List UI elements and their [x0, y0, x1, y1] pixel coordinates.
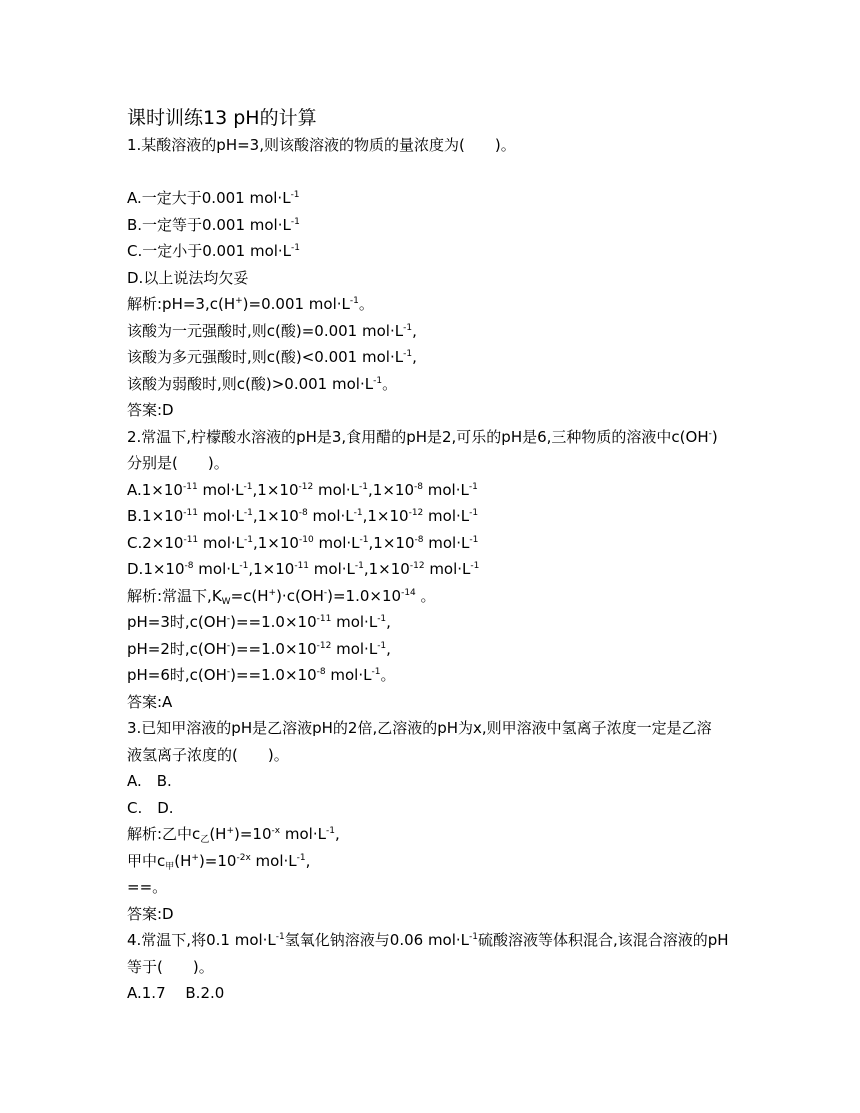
q2-option-a: $A.1\times 10^{-11}$ $mol\cdot L^{-1},1\times 10^{-12}$ $mol\cdot L^{-1},1\times 10^{-8}$ $mol\cdot L^{-1}$: [127, 480, 478, 499]
q3-options-ab: A. B.: [127, 772, 172, 790]
q3-explanation-3: ==。: [127, 878, 168, 896]
q2-answer: 答案:A: [127, 692, 173, 711]
q1-explanation-1: 解析:pH=3,c(H+)=0.001 $mol\cdot L^{-1}$。: [127, 295, 374, 313]
q1-option-a: A.一定大于0.001 $mol\cdot L^{-1}$: [127, 189, 300, 207]
q3-explanation-1: 解析:乙中$c_乙(H^+)=10^{-x}$ $mol\cdot L^{-1}$,: [127, 825, 340, 845]
q2-explanation-3: pH=2时$,c(OH^-)==1.0\times 10^{-12}$ $mol\cdot L^{-1}$,: [127, 639, 391, 658]
q3-answer: 答案:D: [127, 904, 174, 923]
q4-options-ab: A.1.7 B.2.0: [127, 984, 225, 1002]
q4-stem-1: 4.常温下,将0.1 $mol\cdot L^{-1}$氢氧化钠溶液与0.06 $mol\cdot L^{-1}$硫酸溶液等体积混合,该混合溶液的pH: [127, 931, 729, 949]
q3-stem-2: 液氢离子浓度的( )。: [127, 745, 289, 764]
q2-option-c: $C.2\times 10^{-11}$ $mol\cdot L^{-1},1\times 10^{-10}$ $mol\cdot L^{-1},1\times 10^{-8}$ $mol\cdot L^{-1}$: [127, 533, 479, 552]
q1-explanation-4: 该酸为弱酸时,则c(酸)>0.001 $mol\cdot L^{-1}$。: [127, 374, 398, 393]
document-page: [127, 104, 737, 1007]
q1-explanation-3: 该酸为多元强酸时,则c(酸)<0.001 $mol\cdot L^{-1}$,: [127, 348, 417, 366]
q2-option-d: $D.1\times 10^{-8}$ $mol\cdot L^{-1},1\times 10^{-11}$ $mol\cdot L^{-1},1\times 10^{-12}$ $mol\cdot L^{-1}$: [127, 560, 480, 578]
q2-option-b: $B.1\times 10^{-11}$ $mol\cdot L^{-1},1\times 10^{-8}$ $mol\cdot L^{-1},1\times 10^{-12}$ $mol\cdot L^{-1}$: [127, 507, 479, 525]
q2-explanation-2: pH=3时$,c(OH^-)==1.0\times 10^{-11}$ $mol\cdot L^{-1}$,: [127, 613, 391, 631]
q1-option-c: C.一定小于0.001 $mol\cdot L^{-1}$: [127, 242, 301, 260]
q2-stem-2: 分别是( )。: [127, 454, 229, 472]
q3-explanation-2: 甲中$c_甲(H^+)=10^{-2x}$ $mol\cdot L^{-1}$,: [127, 851, 311, 872]
q2-explanation-4: pH=6时$,c(OH^-)==1.0\times 10^{-8}$ $mol\cdot L^{-1}$。: [127, 666, 396, 684]
q1-option-d: D.以上说法均欠妥: [127, 268, 249, 287]
q4-stem-2: 等于( )。: [127, 957, 214, 976]
blank-line: [127, 159, 737, 186]
q3-options-cd: C. D.: [127, 798, 174, 817]
lesson-title: 课时训练13 pH的计算: [127, 107, 317, 129]
q2-explanation-1: 解析:常温下$,K_W=c(H^+)\cdot c(OH^-)=1.0\times 10^{-14}$ 。: [127, 586, 436, 607]
q1-option-b: B.一定等于0.001 $mol\cdot L^{-1}$: [127, 215, 300, 234]
q1-stem: 1.某酸溶液的pH=3,则该酸溶液的物质的量浓度为( )。: [127, 136, 516, 154]
q1-answer: 答案:D: [127, 401, 174, 419]
q3-stem-1: 3.已知甲溶液的pH是乙溶液pH的2倍,乙溶液的pH为x,则甲溶液中氢离子浓度一定是乙溶: [127, 719, 712, 737]
q1-explanation-2: 该酸为一元强酸时,则c(酸)=0.001 $mol\cdot L^{-1}$,: [127, 321, 417, 340]
q2-stem-1: 2.常温下,柠檬酸水溶液的pH是3,食用醋的pH是2,可乐的pH是6,三种物质的溶液中c(OH-): [127, 427, 718, 446]
